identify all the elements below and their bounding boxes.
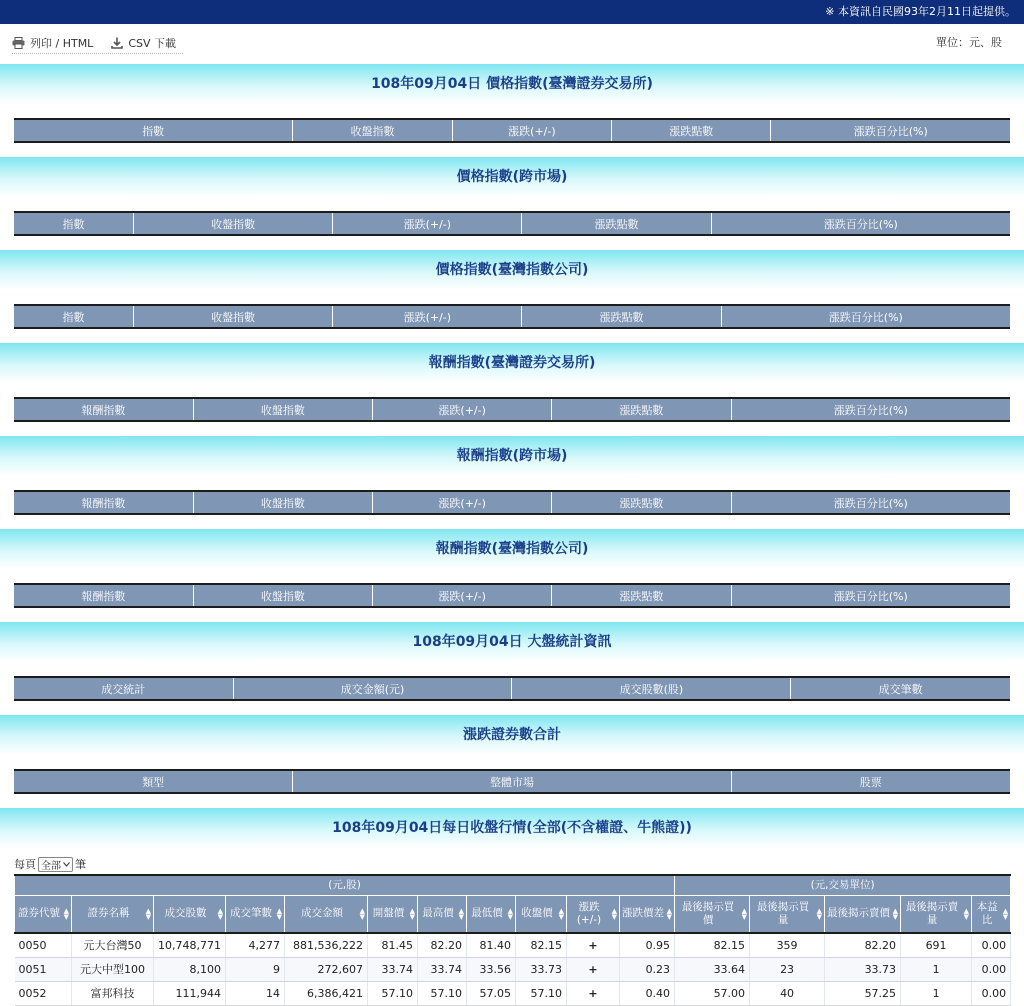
sortable-column-header[interactable] [620,895,675,933]
sortable-column-header[interactable] [285,895,368,933]
download-icon [111,37,123,49]
table-cell: 33.56 [467,957,516,981]
section-column-header[interactable]: 漲跌百分比(%) [731,398,1010,421]
column-header-label: 最後揭示賣量 [905,900,959,926]
table-cell: 272,607 [285,957,368,981]
sort-icon[interactable]: ▲ ▼ [217,906,223,921]
table-cell: 57.10 [516,981,567,1005]
sort-icon[interactable]: ▲ ▼ [741,906,748,921]
section-table [14,118,1010,143]
section-title-text: 報酬指數(跨市場) [456,448,568,464]
section-column-header[interactable]: 整體市場 [293,770,731,793]
section-title [0,529,1024,569]
table-cell: + [567,981,620,1005]
table-cell: 1 [901,957,972,981]
table-cell: 82.15 [516,933,567,957]
table-cell: 4,277 [226,933,285,957]
table-row [15,981,1011,1005]
table-cell: 57.25 [825,981,901,1005]
table-row [15,933,1011,957]
section-column-header[interactable]: 類型 [14,770,293,793]
section-column-header[interactable]: 漲跌點數 [522,212,711,235]
table-cell: 0.00 [972,957,1011,981]
daily-quotes-body [15,933,1011,1005]
table-cell: 33.74 [418,957,467,981]
table-cell: 1 [901,981,972,1005]
column-header-label: 成交筆數 [230,907,272,920]
table-cell: 元大中型100 [72,957,154,981]
table-cell: 0.00 [972,933,1011,957]
sort-icon[interactable]: ▲ ▼ [359,906,365,921]
section-column-header[interactable]: 漲跌點數 [612,119,771,142]
column-header-label: 成交金額 [301,907,343,920]
section-column-header[interactable]: 指數 [14,212,134,235]
section-title [0,250,1024,290]
section-column-header[interactable]: 漲跌百分比(%) [711,212,1010,235]
sortable-column-header[interactable] [154,895,226,933]
main-table-title [0,808,1024,848]
table-cell: 9 [226,957,285,981]
sortable-column-header[interactable] [516,895,567,933]
table-cell: 111,944 [154,981,226,1005]
sort-icon[interactable]: ▲ ▼ [458,906,464,921]
sort-icon[interactable]: ▲ ▼ [507,906,513,921]
section-column-header[interactable]: 收盤指數 [134,212,333,235]
section-column-header[interactable]: 收盤指數 [193,398,372,421]
per-page-prefix: 每頁 [14,858,36,871]
printer-icon [12,37,25,49]
table-row [15,957,1011,981]
table-cell: 33.73 [825,957,901,981]
sortable-column-header[interactable] [901,895,972,933]
table-cell: 81.40 [467,933,516,957]
per-page-value: 全部 [41,860,61,872]
sortable-column-header[interactable] [15,895,72,933]
section-column-header[interactable]: 股票 [731,770,1010,793]
section-column-header[interactable]: 漲跌百分比(%) [771,119,1010,142]
section-title-text: 價格指數(臺灣指數公司) [435,262,589,278]
section-table [14,676,1010,701]
section-table [14,490,1010,515]
section-title [0,343,1024,383]
csv-download-label: CSV 下載 [128,36,176,50]
column-header-label: 開盤價 [372,907,405,920]
section-title-text: 報酬指數(臺灣指數公司) [435,541,589,557]
sort-icon[interactable]: ▲ ▼ [666,906,673,921]
table-cell: 0.40 [620,981,675,1005]
table-cell: 0.95 [620,933,675,957]
sort-icon[interactable]: ▲ ▼ [611,906,617,921]
section-title-text: 108年09月04日 大盤統計資訊 [412,634,612,650]
sort-icon[interactable]: ▲ ▼ [816,906,823,921]
section-title [0,622,1024,662]
sortable-column-header[interactable] [567,895,620,933]
table-cell: 6,386,421 [285,981,368,1005]
table-cell: 57.00 [675,981,750,1005]
table-cell: 0.23 [620,957,675,981]
section-title [0,64,1024,104]
column-header-label: 最低價 [471,907,503,920]
column-group-row [15,875,1011,895]
sortable-column-header[interactable] [418,895,467,933]
sort-icon[interactable]: ▲ ▼ [558,906,564,921]
section-column-header[interactable]: 漲跌百分比(%) [731,584,1010,607]
section-table [14,211,1010,236]
table-cell: 23 [750,957,825,981]
sort-icon[interactable]: ▲ ▼ [145,906,151,921]
section-column-header[interactable]: 漲跌點數 [552,584,731,607]
column-header-label: 最後揭示買價 [681,900,735,926]
column-header-label: 證券名稱 [87,907,130,920]
column-header-row [15,895,1011,933]
section-title [0,436,1024,476]
table-cell: 359 [750,933,825,957]
sort-icon[interactable]: ▲ ▼ [892,906,899,921]
column-header-label: 最後揭示買量 [756,900,810,926]
sortable-column-header[interactable] [972,895,1011,933]
print-html-link[interactable] [12,35,93,51]
section-title-text: 108年09月04日 價格指數(臺灣證券交易所) [371,76,653,92]
column-header-label: 最高價 [422,907,454,920]
print-html-label: 列印 / HTML [30,36,94,50]
table-cell: 57.05 [467,981,516,1005]
per-page-select[interactable] [38,857,73,872]
group-header-left: (元,股) [15,875,675,895]
section-column-header[interactable]: 漲跌(+/-) [333,305,522,328]
sort-icon[interactable]: ▲ ▼ [1002,906,1009,921]
csv-download-link[interactable] [111,35,176,51]
sort-icon[interactable]: ▲ ▼ [409,906,415,921]
sortable-column-header[interactable] [226,895,285,933]
per-page-control [14,856,1024,872]
section-column-header[interactable]: 成交股數(股) [512,677,791,700]
table-cell: 0051 [15,957,72,981]
table-cell: 33.74 [368,957,418,981]
column-header-label: 漲跌價差 [622,907,665,920]
section-column-header[interactable]: 漲跌(+/-) [452,119,611,142]
column-header-label: 本益比 [976,900,998,926]
table-cell: 691 [901,933,972,957]
table-cell: 0.00 [972,981,1011,1005]
sortable-column-header[interactable] [72,895,154,933]
section-table [14,769,1010,794]
table-cell: 0052 [15,981,72,1005]
table-cell: 57.10 [418,981,467,1005]
section-column-header[interactable]: 收盤指數 [134,305,333,328]
section-column-header[interactable]: 成交統計 [14,677,233,700]
table-cell: 881,536,222 [285,933,368,957]
section-column-header[interactable]: 收盤指數 [193,584,372,607]
column-header-label: 漲跌(+/-) [576,900,602,926]
column-header-label: 最後揭示賣價 [827,907,891,920]
table-cell: 57.10 [368,981,418,1005]
section-table [14,304,1010,329]
index-sections [0,64,1024,794]
group-header-right: (元,交易單位) [675,875,1011,895]
section-column-header[interactable]: 漲跌點數 [522,305,721,328]
column-header-label: 證券代號 [18,907,60,920]
table-cell: 10,748,771 [154,933,226,957]
tool-links [12,32,183,54]
section-column-header[interactable]: 指數 [14,119,293,142]
sortable-column-header[interactable] [675,895,750,933]
table-cell: + [567,933,620,957]
section-column-header[interactable]: 漲跌(+/-) [333,212,522,235]
section-column-header[interactable]: 成交金額(元) [233,677,512,700]
section-column-header[interactable]: 報酬指數 [14,491,193,514]
section-column-header[interactable]: 漲跌點數 [552,398,731,421]
table-cell: 82.20 [825,933,901,957]
sort-icon[interactable]: ▲ ▼ [63,906,69,921]
sort-icon[interactable]: ▲ ▼ [276,906,282,921]
section-column-header[interactable]: 指數 [14,305,134,328]
table-cell: 富邦科技 [72,981,154,1005]
section-column-header[interactable]: 漲跌(+/-) [373,584,552,607]
daily-quotes-table [14,874,1011,1006]
section-column-header[interactable]: 報酬指數 [14,584,193,607]
section-column-header[interactable]: 漲跌百分比(%) [731,491,1010,514]
section-column-header[interactable]: 漲跌(+/-) [373,491,552,514]
section-title-text: 價格指數(跨市場) [456,169,568,185]
section-title-text: 報酬指數(臺灣證券交易所) [428,355,596,371]
top-notice-bar [0,0,1024,24]
table-cell: 8,100 [154,957,226,981]
per-page-suffix: 筆 [75,858,86,871]
column-header-label: 收盤價 [521,907,553,920]
section-title [0,715,1024,755]
table-cell: 14 [226,981,285,1005]
table-cell: 元大台灣50 [72,933,154,957]
section-table [14,397,1010,422]
table-cell: 33.73 [516,957,567,981]
section-table [14,583,1010,608]
chevron-down-icon [63,862,70,867]
section-title-text: 漲跌證券數合計 [463,727,561,743]
table-cell: 81.45 [368,933,418,957]
unit-label: 單位：元、股 [936,36,1002,49]
table-cell: 33.64 [675,957,750,981]
sort-icon[interactable]: ▲ ▼ [963,906,970,921]
section-column-header[interactable]: 報酬指數 [14,398,193,421]
notice-text: ※ 本資訊自民國93年2月11日起提供。 [825,5,1016,18]
sortable-column-header[interactable] [467,895,516,933]
section-column-header[interactable]: 收盤指數 [193,491,372,514]
section-title [0,157,1024,197]
sortable-column-header[interactable] [750,895,825,933]
table-cell: 82.20 [418,933,467,957]
table-cell: 0050 [15,933,72,957]
sortable-column-header[interactable] [368,895,418,933]
table-cell: + [567,957,620,981]
section-column-header[interactable]: 收盤指數 [293,119,452,142]
section-column-header[interactable]: 漲跌百分比(%) [721,305,1010,328]
section-column-header[interactable]: 漲跌點數 [552,491,731,514]
main-table-title-text: 108年09月04日每日收盤行情(全部(不含權證、牛熊證)) [332,820,692,836]
section-column-header[interactable]: 成交筆數 [791,677,1010,700]
table-cell: 40 [750,981,825,1005]
column-header-label: 成交股數 [164,907,207,920]
sortable-column-header[interactable] [825,895,901,933]
table-cell: 82.15 [675,933,750,957]
section-column-header[interactable]: 漲跌(+/-) [373,398,552,421]
toolbar [0,24,1024,64]
